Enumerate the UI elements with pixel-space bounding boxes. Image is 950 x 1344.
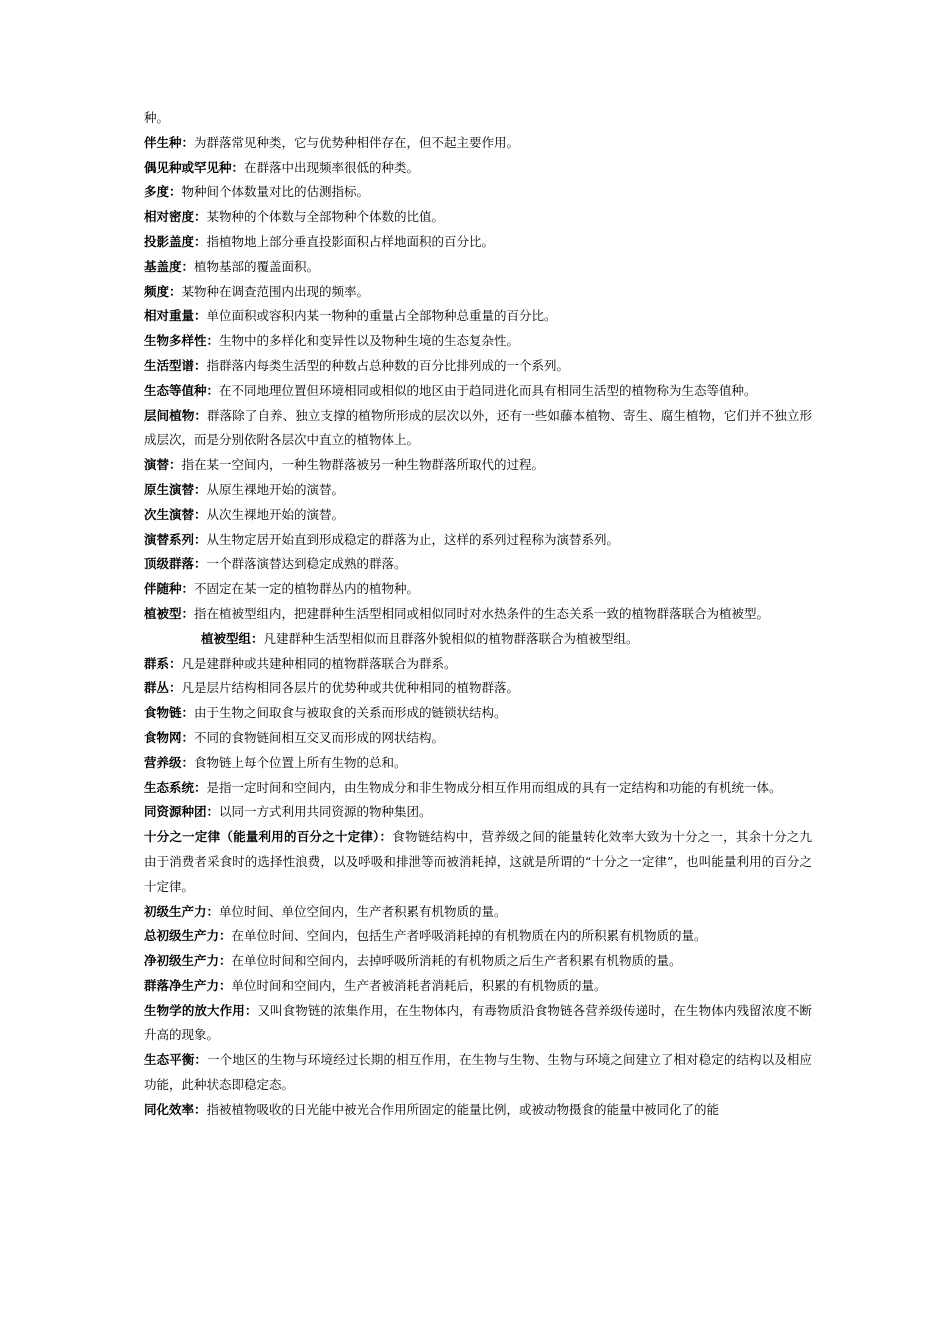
glossary-term: 多度： <box>144 184 182 200</box>
glossary-entry <box>144 602 812 627</box>
glossary-definition: 在单位时间、空间内，包括生产者呼吸消耗掉的有机物质在内的所积累有机物质的量。 <box>231 928 707 944</box>
glossary-entry <box>144 974 812 999</box>
glossary-entry <box>144 800 812 825</box>
glossary-term: 基盖度： <box>144 258 195 274</box>
glossary-definition: 食物链上每个位置上所有生物的总和。 <box>194 754 407 770</box>
glossary-term: 初级生产力： <box>144 903 220 919</box>
glossary-definition: 指在植被型组内，把建群种生活型相同或相似同时对水热条件的生态关系一致的植物群落联合为植被型。 <box>194 605 770 621</box>
glossary-definition: 从次生裸地开始的演替。 <box>206 506 345 522</box>
glossary-entry <box>144 503 812 528</box>
glossary-definition: 不固定在某一定的植物群丛内的植物种。 <box>194 581 420 597</box>
glossary-definition: 一个地区的生物与环境经过长期的相互作用，在生物与生物、生物与环境之间建立了相对稳定的结构以及相应功能，此种状态即稳定态。 <box>144 1052 812 1093</box>
glossary-definition: 某物种在调查范围内出现的频率。 <box>181 283 370 299</box>
glossary-entry <box>144 999 812 1049</box>
glossary-entry <box>144 924 812 949</box>
glossary-definition: 由于生物之间取食与被取食的关系而形成的链锁状结构。 <box>194 705 507 721</box>
glossary-entry <box>144 528 812 553</box>
glossary-definition: 在不同地理位置但环境相同或相似的地区由于趋同进化而具有相同生活型的植物称为生态等值种。 <box>219 382 757 398</box>
glossary-definition: 指在某一空间内，一种生物群落被另一种生物群落所取代的过程。 <box>181 457 545 473</box>
glossary-term: 净初级生产力： <box>144 953 232 969</box>
glossary-definition: 在单位时间和空间内，去掉呼吸所消耗的有机物质之后生产者积累有机物质的量。 <box>231 953 682 969</box>
glossary-definition: 又叫食物链的浓集作用，在生物体内，有毒物质沿食物链各营养级传递时，在生物体内残留浓度不断升高的现象。 <box>144 1002 812 1043</box>
glossary-term: 生态等值种： <box>144 382 220 398</box>
glossary-term: 十分之一定律（能量利用的百分之十定律）： <box>144 829 393 845</box>
glossary-entry <box>144 478 812 503</box>
glossary-entry <box>144 255 812 280</box>
glossary-term: 原生演替： <box>144 481 207 497</box>
glossary-entry <box>144 701 812 726</box>
glossary-term: 总初级生产力： <box>144 928 232 944</box>
glossary-entry <box>144 1048 812 1098</box>
glossary-entry <box>144 280 812 305</box>
document-page <box>144 106 812 1123</box>
glossary-entry <box>144 1098 812 1123</box>
glossary-entry <box>144 329 812 354</box>
glossary-list <box>144 131 812 1123</box>
glossary-term: 次生演替： <box>144 506 207 522</box>
leading-fragment-text: 种。 <box>144 110 170 125</box>
glossary-definition: 某物种的个体数与全部物种个体数的比值。 <box>206 209 445 225</box>
glossary-entry <box>144 205 812 230</box>
glossary-definition: 单位时间和空间内，生产者被消耗者消耗后，积累的有机物质的量。 <box>231 977 607 993</box>
glossary-definition: 物种间个体数量对比的估测指标。 <box>181 184 370 200</box>
glossary-term: 相对重量： <box>144 308 207 324</box>
glossary-definition: 食物链结构中，营养级之间的能量转化效率大致为十分之一，其余十分之九由于消费者采食时的选择性浪费，以及呼吸和排泄等而被消耗掉，这就是所谓的“十分之一定律”，也叫能量利用的百分之十定律。 <box>144 829 812 894</box>
glossary-definition: 凡是层片结构相同各层片的优势种或共优种相同的植物群落。 <box>181 680 520 696</box>
glossary-entry <box>144 652 812 677</box>
glossary-term: 生物多样性： <box>144 333 220 349</box>
glossary-term: 伴生种： <box>144 134 195 150</box>
glossary-entry <box>144 552 812 577</box>
glossary-definition: 单位面积或容积内某一物种的重量占全部物种总重量的百分比。 <box>206 308 557 324</box>
glossary-definition: 指群落内每类生活型的种数占总种数的百分比排列成的一个系列。 <box>206 357 570 373</box>
glossary-definition: 一个群落演替达到稳定成熟的群落。 <box>206 556 407 572</box>
glossary-definition: 是指一定时间和空间内，由生物成分和非生物成分相互作用而组成的具有一定结构和功能的有机统一体。 <box>206 779 782 795</box>
glossary-entry <box>144 304 812 329</box>
glossary-term: 投影盖度： <box>144 233 207 249</box>
glossary-definition: 生物中的多样化和变异性以及物种生境的生态复杂性。 <box>219 333 520 349</box>
glossary-term: 植被型： <box>144 605 195 621</box>
glossary-term: 食物网： <box>144 729 195 745</box>
glossary-definition: 从原生裸地开始的演替。 <box>206 481 345 497</box>
glossary-entry <box>144 627 812 652</box>
glossary-term: 群落净生产力： <box>144 977 232 993</box>
glossary-entry <box>144 776 812 801</box>
glossary-term: 食物链： <box>144 705 195 721</box>
glossary-term: 营养级： <box>144 754 195 770</box>
glossary-definition: 在群落中出现频率很低的种类。 <box>244 159 420 175</box>
glossary-term: 层间植物： <box>144 407 208 423</box>
glossary-entry <box>144 354 812 379</box>
glossary-entry <box>144 825 812 899</box>
glossary-definition: 单位时间、单位空间内，生产者积累有机物质的量。 <box>219 903 507 919</box>
glossary-entry <box>144 949 812 974</box>
glossary-term: 伴随种： <box>144 581 195 597</box>
glossary-definition: 以同一方式利用共同资源的物种集团。 <box>219 804 432 820</box>
glossary-term: 生态系统： <box>144 779 207 795</box>
glossary-entry <box>144 156 812 181</box>
glossary-entry <box>144 131 812 156</box>
glossary-term: 群系： <box>144 655 182 671</box>
glossary-entry <box>144 180 812 205</box>
glossary-term: 演替系列： <box>144 531 207 547</box>
glossary-entry <box>144 751 812 776</box>
glossary-term: 同化效率： <box>144 1101 207 1117</box>
glossary-definition: 凡建群种生活型相似而且群落外貌相似的植物群落联合为植被型组。 <box>263 630 639 646</box>
glossary-term: 生态平衡： <box>144 1052 208 1068</box>
glossary-definition: 指被植物吸收的日光能中被光合作用所固定的能量比例，或被动物摄食的能量中被同化了的能 <box>206 1101 720 1117</box>
glossary-definition: 凡是建群种或共建种相同的植物群落联合为群系。 <box>181 655 457 671</box>
glossary-term: 顶级群落： <box>144 556 207 572</box>
glossary-entry <box>144 577 812 602</box>
glossary-term: 同资源种团： <box>144 804 220 820</box>
glossary-term: 偶见种或罕见种： <box>144 159 245 175</box>
glossary-definition: 为群落常见种类，它与优势种相伴存在，但不起主要作用。 <box>194 134 520 150</box>
glossary-entry <box>144 676 812 701</box>
glossary-term: 群丛： <box>144 680 182 696</box>
glossary-entry <box>144 726 812 751</box>
glossary-definition: 植物基部的覆盖面积。 <box>194 258 320 274</box>
leading-fragment <box>144 106 812 131</box>
glossary-definition: 群落除了自养、独立支撑的植物所形成的层次以外，还有一些如藤本植物、寄生、腐生植物，它们并不独立形成层次，而是分别依附各层次中直立的植物体上。 <box>144 407 812 448</box>
glossary-term: 生活型谱： <box>144 357 207 373</box>
glossary-definition: 不同的食物链间相互交叉而形成的网状结构。 <box>194 729 445 745</box>
glossary-entry <box>144 404 812 454</box>
glossary-term: 频度： <box>144 283 182 299</box>
glossary-entry <box>144 453 812 478</box>
glossary-entry <box>144 379 812 404</box>
glossary-term: 生物学的放大作用： <box>144 1002 258 1018</box>
glossary-term: 演替： <box>144 457 182 473</box>
glossary-entry <box>144 230 812 255</box>
glossary-definition: 指植物地上部分垂直投影面积占样地面积的百分比。 <box>206 233 495 249</box>
glossary-term: 植被型组： <box>201 630 264 646</box>
glossary-definition: 从生物定居开始直到形成稳定的群落为止，这样的系列过程称为演替系列。 <box>206 531 620 547</box>
glossary-entry <box>144 900 812 925</box>
glossary-term: 相对密度： <box>144 209 207 225</box>
